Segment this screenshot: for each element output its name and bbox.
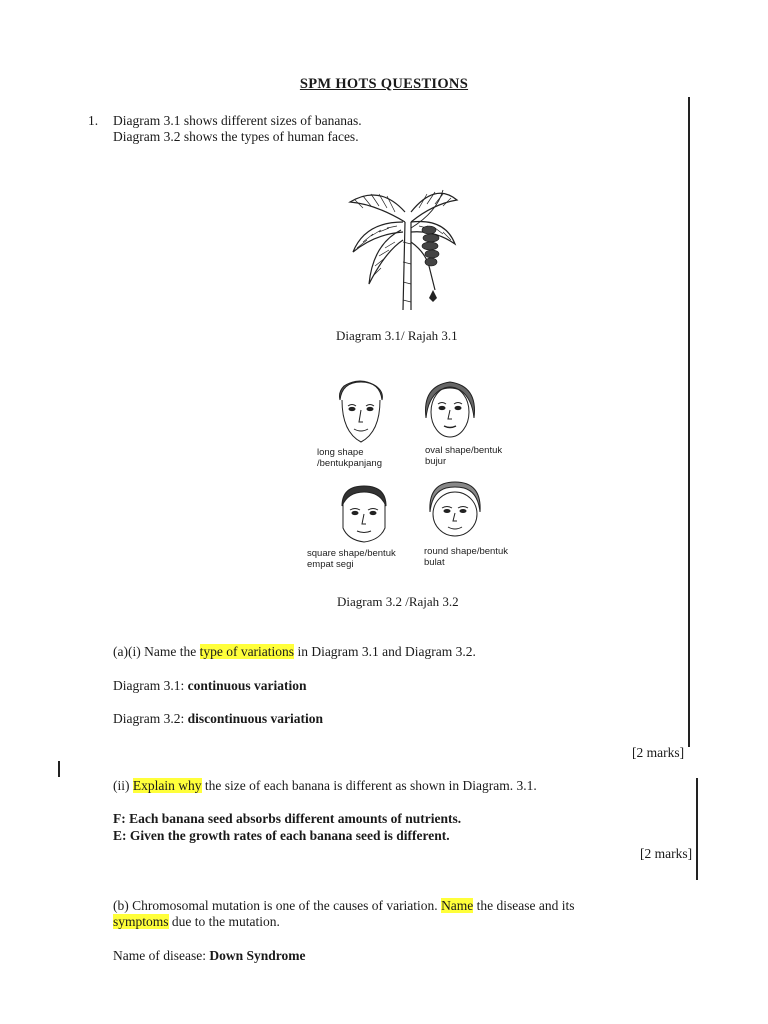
banana-tree-illustration	[345, 182, 461, 312]
round-face-illustration	[424, 478, 486, 544]
margin-line-2	[696, 778, 698, 880]
margin-tick	[58, 761, 60, 777]
question-intro-line2: Diagram 3.2 shows the types of human faces.	[113, 129, 359, 144]
question-b-line2: symptoms due to the mutation.	[113, 914, 280, 929]
page-title: SPM HOTS QUESTIONS	[299, 76, 469, 92]
face-label-square: square shape/bentuk empat segi	[307, 548, 396, 570]
question-intro-line1: Diagram 3.1 shows different sizes of bananas.	[113, 113, 362, 128]
margin-line	[688, 97, 690, 747]
diagram-3-1-caption: Diagram 3.1/ Rajah 3.1	[336, 328, 458, 343]
highlight-explain-why: Explain why	[132, 778, 202, 793]
question-a-ii: (ii) Explain why the size of each banana is different as shown in Diagram. 3.1.	[113, 778, 537, 793]
answer-e: E: Given the growth rates of each banana seed is different.	[113, 828, 450, 843]
marks-a-ii: [2 marks]	[640, 846, 693, 861]
marks-a-i: [2 marks]	[632, 745, 685, 760]
long-face-illustration	[330, 378, 392, 446]
face-label-oval: oval shape/bentuk bujur	[425, 445, 503, 467]
question-number: 1.	[88, 113, 99, 128]
highlight-type-of-variations: type of variations	[199, 644, 295, 659]
answer-f: F: Each banana seed absorbs different amounts of nutrients.	[113, 811, 462, 826]
face-label-long: long shape /bentukpanjang	[317, 447, 382, 469]
face-label-round: round shape/bentuk bulat	[424, 546, 508, 568]
oval-face-illustration	[420, 378, 480, 444]
highlight-name: Name	[441, 898, 474, 913]
square-face-illustration	[334, 482, 394, 546]
answer-diagram-3-2: Diagram 3.2: discontinuous variation	[113, 711, 324, 726]
highlight-symptoms: symptoms	[113, 914, 169, 929]
answer-diagram-3-1: Diagram 3.1: continuous variation	[113, 678, 307, 693]
answer-disease: Name of disease: Down Syndrome	[113, 948, 306, 963]
question-b-line1: (b) Chromosomal mutation is one of the causes of variation. Name the disease and its	[113, 898, 575, 913]
question-a-i: (a)(i) Name the type of variations in Diagram 3.1 and Diagram 3.2.	[113, 644, 476, 659]
diagram-3-2-caption: Diagram 3.2 /Rajah 3.2	[337, 594, 459, 609]
